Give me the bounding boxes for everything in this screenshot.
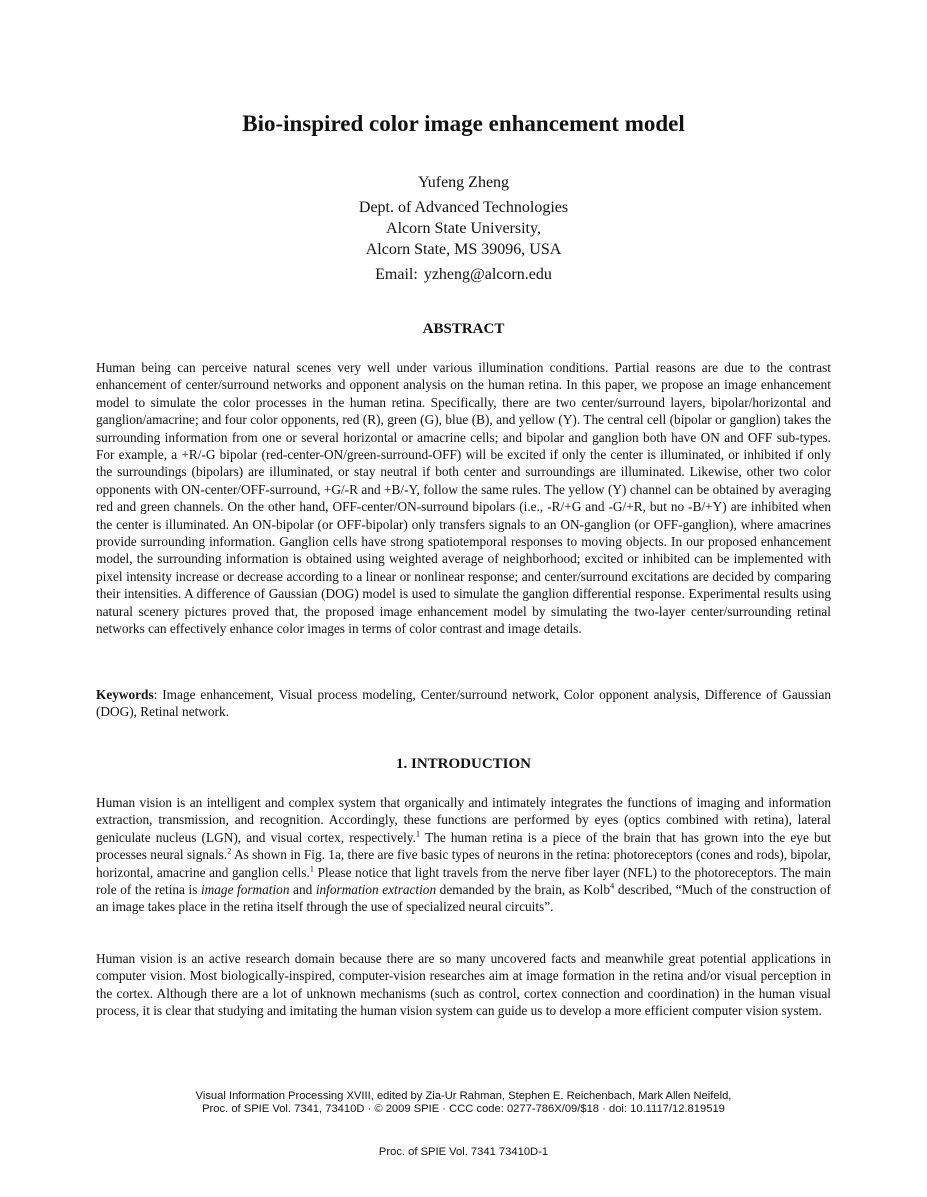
citation-ref: 2 — [227, 845, 232, 856]
paper-title: Bio-inspired color image enhancement model — [242, 111, 685, 136]
introduction-paragraph-2: Human vision is an active research domain because there are so many uncovered facts and meanwhile great potential applications in computer vision. Most biologically-inspired, computer-vision researches aim at image formation in the retina and/or visual perception in the cortex. Although there are a lot of unknown mechanisms (such as control, cortex connection and coordination) in the human visual process, it is clear that studying and imitating the human vision system can guide us to develop a more efficient computer vision system. — [96, 951, 831, 1019]
citation-ref: 4 — [610, 880, 615, 891]
footer-line-2: Proc. of SPIE Vol. 7341, 73410D · © 2009 SPIE · CCC code: 0277-786X/09/$18 · doi: 10.1117/12.819519 — [202, 1103, 725, 1115]
abstract-text: Human being can perceive natural scenes very well under various illumination conditions. Partial reasons are due to the contrast enhancement of center/surround networks and opponent analysis on the human retina. In this paper, we propose an image enhancement model to simulate the color processes in the human retina. Specifically, there are two center/surround layers, bipolar/horizontal and ganglion/amacrine; and four color opponents, red (R), green (G), blue (B), and yellow (Y). The central cell (bipolar or ganglion) takes the surrounding information from one or several horizontal or amacrine cells; and bipolar and ganglion both have ON and OFF sub-types. For example, a +R/-G bipolar (red-center-ON/green-surround-OFF) will be excited if only the center is illuminated, or inhibited if only the surroundings (bipolars) are illuminated, or stay neutral if both center and surroundings are illuminated. Likewise, other two color opponents with ON-center/OFF-surround, +G/-R and +B/-Y, follow the same rules. The yellow (Y) channel can be obtained by averaging red and green channels. On the other hand, OFF-center/ON-surround bipolars (i.e., -R/+G and -G/+R, but no -B/+Y) are inhibited when the center is illuminated. An ON-bipolar (or OFF-bipolar) only transfers signals to an ON-ganglion (or OFF-ganglion), where amacrines provide surrounding information. Ganglion cells have strong spatiotemporal responses to moving objects. In our proposed enhancement model, the surrounding information is obtained using weighted average of neighborhood; excited or inhibited can be implemented with pixel intensity increase or decrease according to a linear or nonlinear response; and center/surround excitations are decided by comparing their intensities. A difference of Gaussian (DOG) model is used to simulate the ganglion differential response. Experimental results using natural scenery pictures proved that, the proposed image enhancement model by simulating the two-layer center/surrounding retinal networks can effectively enhance color images in terms of color contrast and image details. — [96, 360, 831, 637]
citation-ref: 1 — [415, 828, 421, 839]
author-block — [0, 172, 927, 285]
footer-line-1: Visual Information Processing XVIII, edited by Zia-Ur Rahman, Stephen E. Reichenbach, Mark Allen Neifeld, — [195, 1090, 732, 1102]
introduction-paragraph-1 — [96, 794, 831, 916]
emphasis-image-formation: image formation — [200, 882, 290, 898]
publication-footer — [0, 1090, 927, 1116]
abstract-heading: ABSTRACT — [422, 321, 505, 337]
keywords-label: Keywords — [96, 687, 154, 702]
intro-p1-text-a: Human vision is an intelligent and complex system that organically and intimately integrates the functions of imaging and information extraction, transmission, and recognition. Accordingly, these functions are performed by eyes (optics combined with retina), lateral geniculate nucleus (LGN), and visual cortex, respectively. — [96, 795, 831, 845]
author-location: Alcorn State, MS 39096, USA — [365, 241, 562, 258]
author-email-line — [0, 264, 927, 285]
intro-p1-text-e: and — [289, 882, 316, 898]
author-name: Yufeng Zheng — [417, 174, 510, 191]
keywords-text: : Image enhancement, Visual process modeling, Center/surround network, Color opponent analysis, Difference of Gaussian (DOG), Retinal network. — [96, 687, 831, 720]
author-university: Alcorn State University, — [386, 220, 541, 237]
email-label: Email: — [375, 266, 418, 283]
intro-p1-text-f: demanded by the brain, as Kolb — [436, 882, 611, 898]
intro-p1-text-d: Please notice that light travels from the nerve fiber layer (NFL) to the photoreceptors. The main role of the retina is — [96, 864, 831, 898]
page-number: Proc. of SPIE Vol. 7341 73410D-1 — [378, 1146, 549, 1158]
intro-p1-text-g: described, “Much of the construction of an image takes place in the retina itself through the use of specialized neural circuits”. — [96, 882, 831, 915]
section-heading-introduction: 1. INTRODUCTION — [395, 756, 531, 772]
author-department: Dept. of Advanced Technologies — [358, 199, 569, 216]
intro-p1-text-c: As shown in Fig. 1a, there are five basic types of neurons in the retina: photoreceptors (cones and rods), bipolar, horizontal, amacrine and ganglion cells. — [96, 847, 831, 880]
emphasis-information-extraction: information extraction — [315, 882, 437, 898]
author-email[interactable]: yzheng@alcorn.edu — [423, 266, 552, 283]
intro-p1-text-b: The human retina is a piece of the brain that has grown into the eye but processes neural signals. — [96, 829, 831, 863]
keywords-paragraph — [96, 686, 831, 721]
citation-ref: 1 — [309, 863, 315, 874]
